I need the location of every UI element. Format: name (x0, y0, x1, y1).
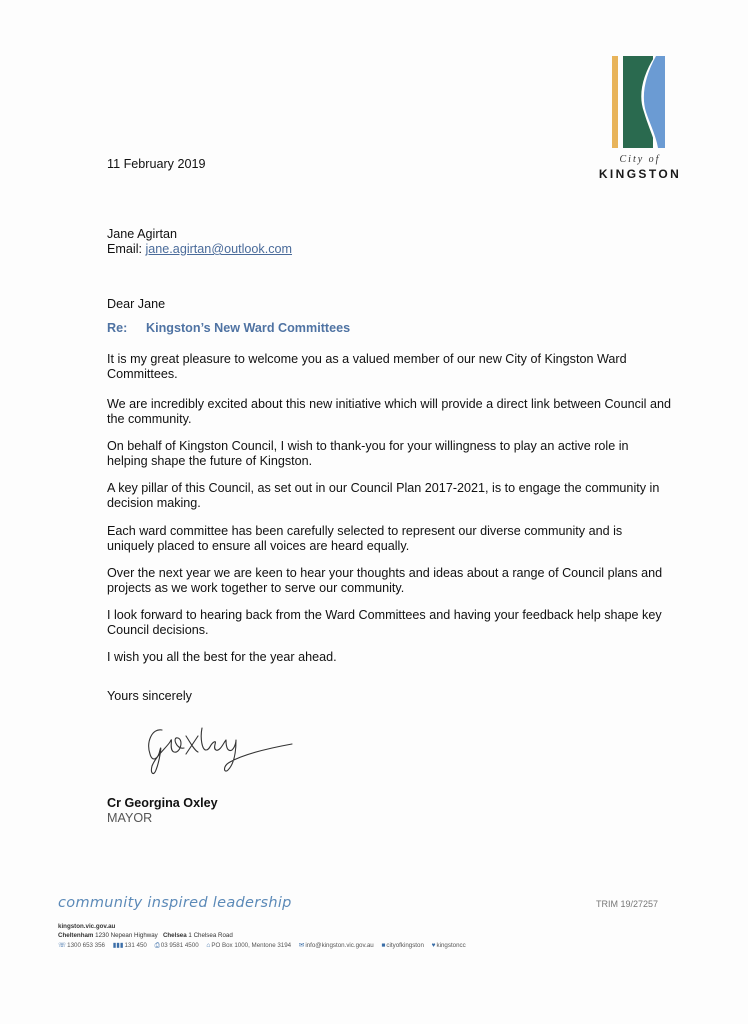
body-paragraph: We are incredibly excited about this new initiative which will provide a direct link between Council and the community. (107, 397, 671, 426)
subject-line (107, 321, 667, 336)
facebook-handle[interactable]: cityofkingston (386, 942, 424, 949)
recipient-name: Jane Agirtan (107, 227, 178, 241)
twitter-icon: ♥ (431, 942, 436, 949)
mailbox-icon: ⌂ (206, 942, 211, 949)
footer-tis (113, 942, 147, 949)
signature-image (140, 720, 300, 780)
recipient-block (107, 227, 667, 257)
email-icon: ✉ (298, 942, 305, 949)
office1-address: 1230 Nepean Highway (95, 932, 158, 939)
body-paragraph: I look forward to hearing back from the Ward Committees and having your feedback help shape key Council decisions. (107, 608, 662, 637)
phone-icon: ☏ (58, 942, 67, 949)
office1-label: Cheltenham (58, 932, 94, 939)
logo-kingston-text: KINGSTON (598, 167, 682, 181)
footer-email-text[interactable]: info@kingston.vic.gov.au (305, 942, 374, 949)
twitter-handle[interactable]: kingstoncc (436, 942, 466, 949)
letter-date: 11 February 2019 (107, 157, 206, 171)
body-paragraph: I wish you all the best for the year ahead. (107, 650, 337, 664)
body-paragraph: Over the next year we are keen to hear your thoughts and ideas about a range of Council plans and projects as we work together to serve our community. (107, 566, 663, 595)
body-paragraph: A key pillar of this Council, as set out in our Council Plan 2017-2021, is to engage the community in decision making. (107, 481, 660, 510)
facebook-icon: ■ (381, 942, 386, 949)
kingston-logo-mark-icon (612, 56, 670, 148)
footer-fax (155, 942, 199, 949)
email-label: Email: (107, 242, 142, 256)
city-of-kingston-logo (590, 56, 690, 181)
salutation: Dear Jane (107, 297, 166, 311)
recipient-email-link[interactable]: jane.agirtan@outlook.com (145, 242, 293, 256)
office2-label: Chelsea (162, 932, 187, 939)
office2-address: 1 Chelsea Road (188, 932, 233, 939)
interpreter-icon: ▮▮▮ (112, 942, 124, 949)
footer-contacts (58, 941, 472, 950)
subject-text: Kingston’s New Ward Committees (146, 321, 351, 335)
signer-name: Cr Georgina Oxley (107, 796, 218, 810)
subject-label: Re: (107, 321, 128, 335)
signer-title: MAYOR (107, 811, 153, 825)
footer-po-box (206, 942, 291, 949)
fax-icon: ⎙ (154, 942, 160, 949)
footer-twitter[interactable] (432, 942, 466, 949)
footer-tagline: community inspired leadership (58, 895, 292, 911)
sign-off: Yours sincerely (107, 689, 192, 703)
footer-phone (58, 942, 105, 949)
po-box-text: PO Box 1000, Mentone 3194 (211, 942, 292, 949)
trim-reference: TRIM 19/27257 (596, 899, 659, 909)
fax-number: 03 9581 4500 (160, 942, 199, 949)
footer-addresses (58, 932, 233, 939)
logo-city-of-text: City of (619, 154, 661, 165)
body-paragraph: Each ward committee has been carefully selected to represent our diverse community and is uniquely placed to ensure all voices are heard equally. (107, 524, 623, 553)
body-paragraph: It is my great pleasure to welcome you as a valued member of our new City of Kingston Ward Committees. (107, 352, 627, 381)
logo-gold-bar (612, 56, 618, 148)
footer-facebook[interactable] (381, 942, 423, 949)
tis-number: 131 450 (124, 942, 147, 949)
phone-number: 1300 653 356 (67, 942, 105, 949)
footer-email[interactable] (299, 942, 374, 949)
body-paragraph: On behalf of Kingston Council, I wish to thank-you for your willingness to play an active role in helping shape the future of Kingston. (107, 439, 629, 468)
footer-website[interactable]: kingston.vic.gov.au (58, 923, 116, 930)
recipient-email-line (107, 242, 667, 257)
